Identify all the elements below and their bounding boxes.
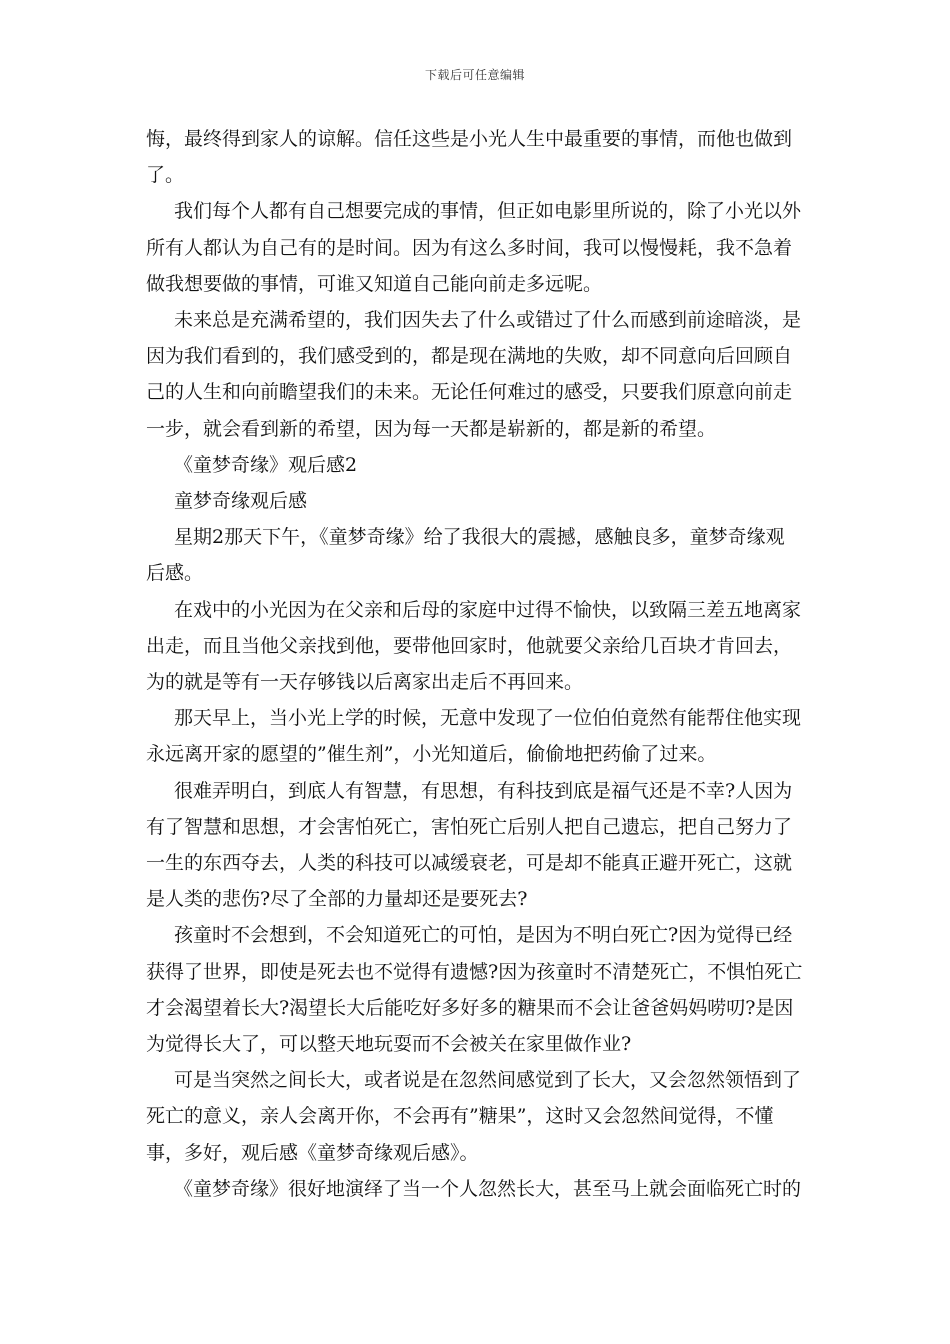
text-line: 了。 xyxy=(146,164,185,187)
paragraph xyxy=(146,773,809,918)
paragraph xyxy=(146,592,809,701)
page-header-note: 下载后可任意编辑 xyxy=(424,68,525,82)
paragraph xyxy=(146,483,809,519)
text-line: 《童梦奇缘》很好地演绎了当一个人忽然长大，甚至马上就会面临死亡时的 xyxy=(174,1177,802,1200)
text-line: 童梦奇缘观后感 xyxy=(174,490,308,513)
text-line: 有了智慧和思想，才会害怕死亡，害怕死亡后别人把自己遗忘，把自己努力了 xyxy=(146,815,793,838)
text-line: 我们每个人都有自己想要完成的事情，但正如电影里所说的，除了小光以外 xyxy=(174,200,802,223)
text-line: 《童梦奇缘》观后感2 xyxy=(174,453,358,476)
text-line: 事，多好，观后感《童梦奇缘观后感》。 xyxy=(146,1141,479,1164)
text-line: 很难弄明白，到底人有智慧，有思想，有科技到底是福气还是不幸?人因为 xyxy=(174,779,793,802)
text-line: 因为我们看到的，我们感受到的，都是现在满地的失败，却不同意向后回顾自 xyxy=(146,345,793,368)
text-line: 是人类的悲伤?尽了全部的力量却还是要死去? xyxy=(146,888,528,911)
text-line: 在戏中的小光因为在父亲和后母的家庭中过得不愉快，以致隔三差五地离家 xyxy=(174,598,802,621)
text-line: 孩童时不会想到，不会知道死亡的可怕，是因为不明白死亡?因为觉得已经 xyxy=(174,924,793,947)
text-line: 后感。 xyxy=(146,562,204,585)
text-line: 永远离开家的愿望的”催生剂”，小光知道后，偷偷地把药偷了过来。 xyxy=(146,743,717,766)
paragraph xyxy=(146,519,809,591)
text-line: 做我想要做的事情，可谁又知道自己能向前走多远呢。 xyxy=(146,272,603,295)
text-line: 出走，而且当他父亲找到他，要带他回家时，他就要父亲给几百块才肯回去， xyxy=(146,634,793,657)
text-line: 所有人都认为自己有的是时间。因为有这么多时间，我可以慢慢耗，我不急着 xyxy=(146,236,793,259)
text-line: 那天早上，当小光上学的时候，无意中发现了一位伯伯竟然有能帮住他实现 xyxy=(174,707,802,730)
paragraph xyxy=(146,1062,809,1171)
paragraph xyxy=(146,302,809,447)
paragraph xyxy=(146,917,809,1062)
text-line: 可是当突然之间长大，或者说是在忽然间感觉到了长大，又会忽然领悟到了 xyxy=(174,1069,802,1092)
text-line: 悔，最终得到家人的谅解。信任这些是小光人生中最重要的事情，而他也做到 xyxy=(146,128,793,150)
text-line: 才会渴望着长大?渴望长大后能吃好多好多的糖果而不会让爸爸妈妈唠叨?是因 xyxy=(146,996,794,1019)
paragraph xyxy=(146,193,809,302)
text-line: 为觉得长大了，可以整天地玩耍而不会被关在家里做作业? xyxy=(146,1033,632,1056)
text-line: 一生的东西夺去，人类的科技可以减缓衰老，可是却不能真正避开死亡，这就 xyxy=(146,852,793,875)
text-line: 一步，就会看到新的希望，因为每一天都是崭新的，都是新的希望。 xyxy=(146,417,717,440)
document-body xyxy=(146,121,809,1207)
text-line: 星期2那天下午，《童梦奇缘》给了我很大的震撼，感触良多，童梦奇缘观 xyxy=(174,526,785,549)
text-line: 己的人生和向前瞻望我们的未来。无论任何难过的感受，只要我们原意向前走 xyxy=(146,381,793,404)
text-line: 未来总是充满希望的，我们因失去了什么或错过了什么而感到前途暗淡，是 xyxy=(174,309,802,332)
paragraph xyxy=(146,700,809,772)
text-line: 获得了世界，即使是死去也不觉得有遗憾?因为孩童时不清楚死亡，不惧怕死亡 xyxy=(146,960,803,983)
paragraph xyxy=(146,121,809,193)
text-line: 为的就是等有一天存够钱以后离家出走后不再回来。 xyxy=(146,671,584,694)
paragraph xyxy=(146,1171,809,1207)
paragraph xyxy=(146,447,809,483)
text-line: 死亡的意义，亲人会离开你，不会再有”糖果”，这时又会忽然间觉得，不懂 xyxy=(146,1105,774,1128)
